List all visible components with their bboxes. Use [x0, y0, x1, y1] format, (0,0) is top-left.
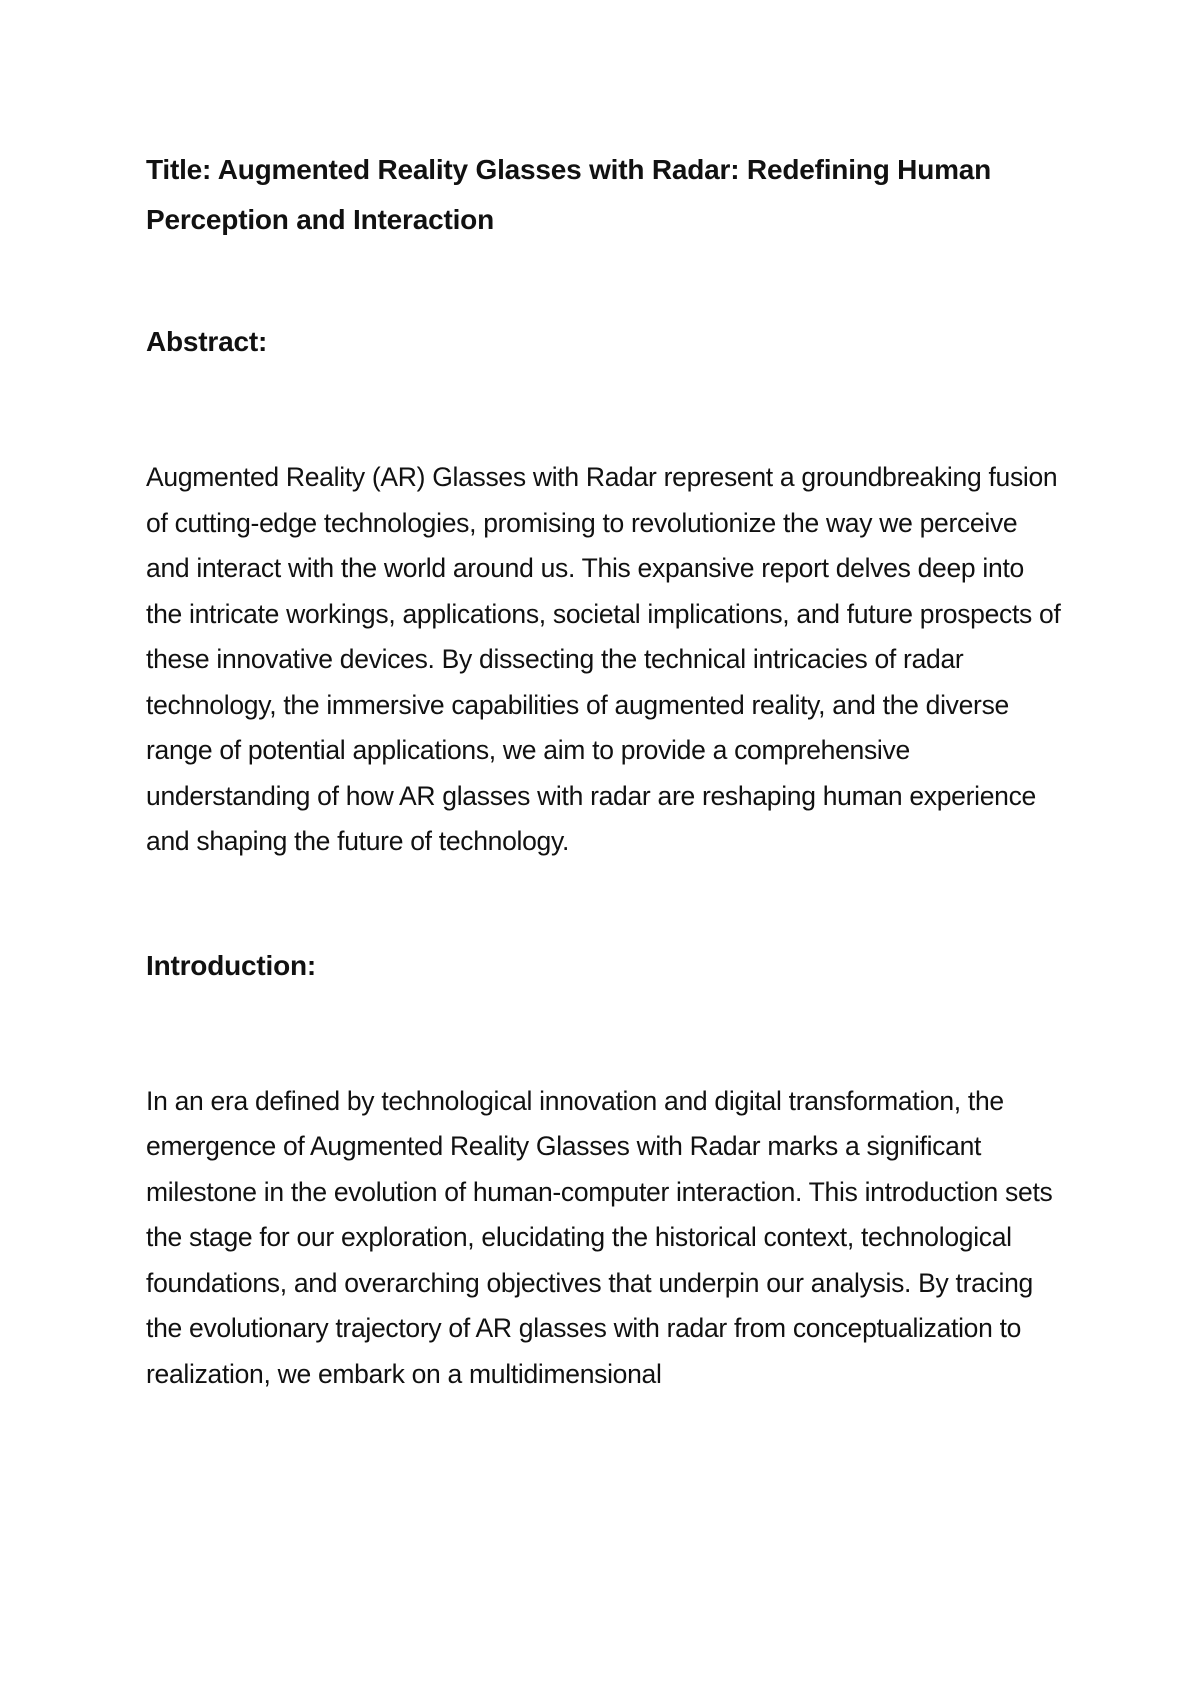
- document-title: Title: Augmented Reality Glasses with Radar: Redefining Human Perception and Interaction: [146, 154, 992, 235]
- introduction-paragraph: In an era defined by technological innovation and digital transformation, the emergence of Augmented Reality Glasses with Radar marks a significant milestone in the evolution of human-computer interaction. This introduction sets the stage for our exploration, elucidating the historical context, technological foundations, and overarching objectives that underpin our analysis. By tracing the evolutionary trajectory of AR glasses with radar from conceptualization to realization, we embark on a multidimensional: [146, 1085, 1053, 1389]
- document-content: [146, 145, 1066, 1397]
- introduction-heading: Introduction:: [146, 949, 317, 981]
- abstract-heading: Abstract:: [146, 326, 268, 357]
- abstract-paragraph: Augmented Reality (AR) Glasses with Radar represent a groundbreaking fusion of cutting-edge technologies, promising to revolutionize the way we perceive and interact with the world around us. This expansive report delves deep into the intricate workings, applications, societal implications, and future prospects of these innovative devices. By dissecting the technical intricacies of radar technology, the immersive capabilities of augmented reality, and the diverse range of potential applications, we aim to provide a comprehensive understanding of how AR glasses with radar are reshaping human experience and shaping the future of technology.: [146, 462, 1061, 856]
